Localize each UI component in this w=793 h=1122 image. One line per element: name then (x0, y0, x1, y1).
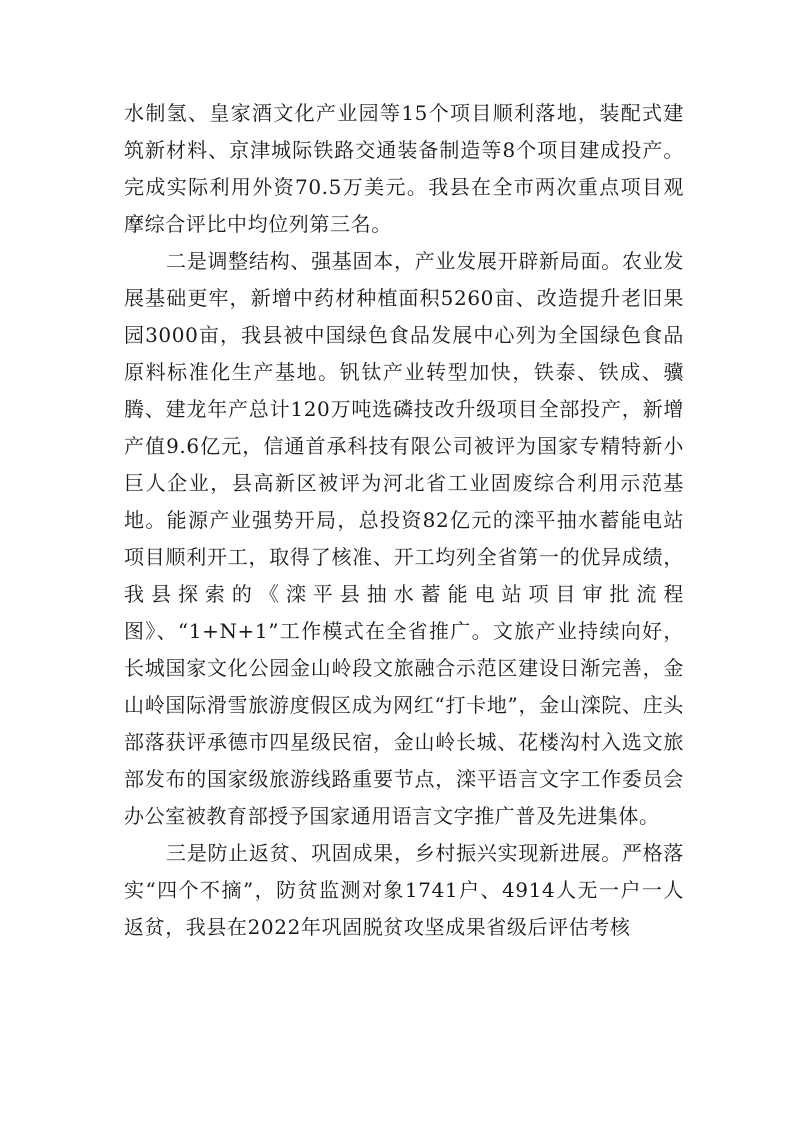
document-body (124, 95, 684, 946)
paragraph-industry-structure: 二是调整结构、强基固本，产业发展开辟新局面。农业发展基础更牢，新增中药材种植面积5260亩、改造提升老旧果园3000亩，我县被中国绿色食品发展中心列为全国绿色食品原料标准化生产基地。钒钛产业转型加快，铁泰、铁成、骥腾、建龙年产总计120万吨选磷技改升级项目全部投产，新增产值9.6亿元，信通首承科技有限公司被评为国家专精特新小巨人企业，县高新区被评为河北省工业固废综合利用示范基地。能源产业强势开局，总投资82亿元的滦平抽水蓄能电站项目顺利开工，取得了核准、开工均列全省第一的优异成绩，我县探索的《滦平县抽水蓄能电站项目审批流程图》、“1+N+1”工作模式在全省推广。文旅产业持续向好，长城国家文化公园金山岭段文旅融合示范区建设日渐完善，金山岭国际滑雪旅游度假区成为网红“打卡地”，金山滦院、庄头部落获评承德市四星级民宿，金山岭长城、花楼沟村入选文旅部发布的国家级旅游线路重要节点，滦平语言文字工作委员会办公室被教育部授予国家通用语言文字推广普及先进集体。 (124, 249, 684, 828)
paragraph-rural-revitalization: 三是防止返贫、巩固成果，乡村振兴实现新进展。严格落实“四个不摘”，防贫监测对象1741户、4914人无一户一人返贫，我县在2022年巩固脱贫攻坚成果省级后评估考核 (124, 841, 684, 939)
paragraph-intro-continuation: 水制氢、皇家酒文化产业园等15个项目顺利落地，装配式建筑新材料、京津城际铁路交通装备制造等8个项目建成投产。完成实际利用外资70.5万美元。我县在全市两次重点项目观摩综合评比中均位列第三名。 (124, 101, 684, 236)
